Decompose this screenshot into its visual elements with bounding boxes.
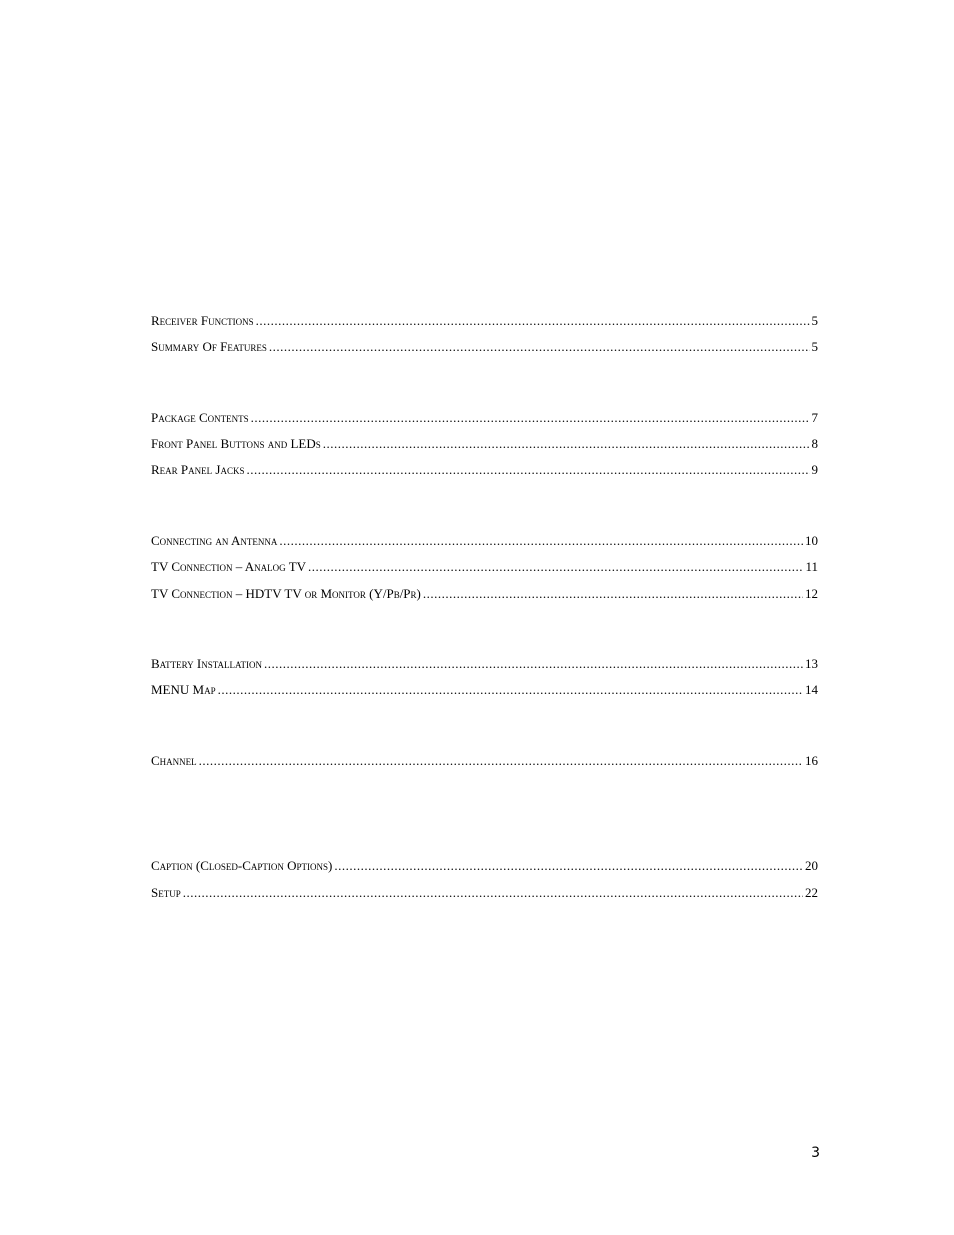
toc-entry-summary-of-features[interactable] xyxy=(151,337,818,357)
toc-entry-title: Front Panel Buttons and LEDs xyxy=(151,436,321,451)
toc-entry-page: 11 xyxy=(805,559,818,574)
toc-entry-tv-connection-analog[interactable] xyxy=(151,557,818,577)
toc-entry-page: 12 xyxy=(805,586,818,601)
toc-entry-title: Package Contents xyxy=(151,410,249,425)
toc-entry-title: TV Connection – HDTV TV or Monitor (Y/Pb/Pr) xyxy=(151,586,421,601)
dot-leader xyxy=(279,531,803,551)
toc-entry-channel[interactable] xyxy=(151,751,818,771)
toc-entry-page: 5 xyxy=(811,339,818,354)
toc-entry-title: Setup xyxy=(151,885,181,900)
toc-entry-menu-map[interactable] xyxy=(151,680,818,700)
dot-leader xyxy=(199,751,803,771)
toc-entry-page: 14 xyxy=(805,682,818,697)
toc-entry-title: Channel xyxy=(151,753,197,768)
toc-entry-title: Summary Of Features xyxy=(151,339,267,354)
toc-entry-front-panel[interactable] xyxy=(151,434,818,454)
dot-leader xyxy=(183,883,803,903)
toc-entry-title: Caption (Closed-Caption Options) xyxy=(151,858,333,873)
dot-leader xyxy=(218,680,803,700)
toc-entry-page: 22 xyxy=(805,885,818,900)
dot-leader xyxy=(246,460,809,480)
dot-leader xyxy=(334,856,803,876)
toc-entry-title: Battery Installation xyxy=(151,656,263,671)
toc-entry-page: 7 xyxy=(811,410,818,425)
dot-leader xyxy=(323,434,810,454)
toc-entry-page: 20 xyxy=(805,858,818,873)
toc-entry-rear-panel-jacks[interactable] xyxy=(151,460,818,480)
toc-entry-setup[interactable] xyxy=(151,883,818,903)
toc-entry-page: 13 xyxy=(805,656,818,671)
toc-entry-page: 8 xyxy=(811,436,818,451)
toc-entry-page: 10 xyxy=(805,533,818,548)
toc-entry-caption[interactable] xyxy=(151,856,818,876)
toc-entry-title: TV Connection – Analog TV xyxy=(151,559,307,574)
toc-entry-tv-connection-hdtv[interactable] xyxy=(151,584,818,604)
dot-leader xyxy=(251,408,810,428)
toc-entry-page: 5 xyxy=(811,313,818,328)
toc-entry-connecting-antenna[interactable] xyxy=(151,531,818,551)
toc-entry-receiver-functions[interactable] xyxy=(151,311,818,331)
toc-entry-page: 9 xyxy=(811,462,818,477)
dot-leader xyxy=(264,654,803,674)
toc-entry-package-contents[interactable] xyxy=(151,408,818,428)
page-number: 3 xyxy=(811,1145,820,1161)
toc-entry-page: 16 xyxy=(805,753,818,768)
toc-entry-title: MENU Map xyxy=(151,682,216,697)
toc-entry-battery-installation[interactable] xyxy=(151,654,818,674)
dot-leader xyxy=(423,584,803,604)
dot-leader xyxy=(256,311,810,331)
toc-entry-title: Receiver Functions xyxy=(151,313,254,328)
dot-leader xyxy=(308,557,803,577)
dot-leader xyxy=(269,337,810,357)
toc-entry-title: Rear Panel Jacks xyxy=(151,462,245,477)
toc-entry-title: Connecting an Antenna xyxy=(151,533,278,548)
